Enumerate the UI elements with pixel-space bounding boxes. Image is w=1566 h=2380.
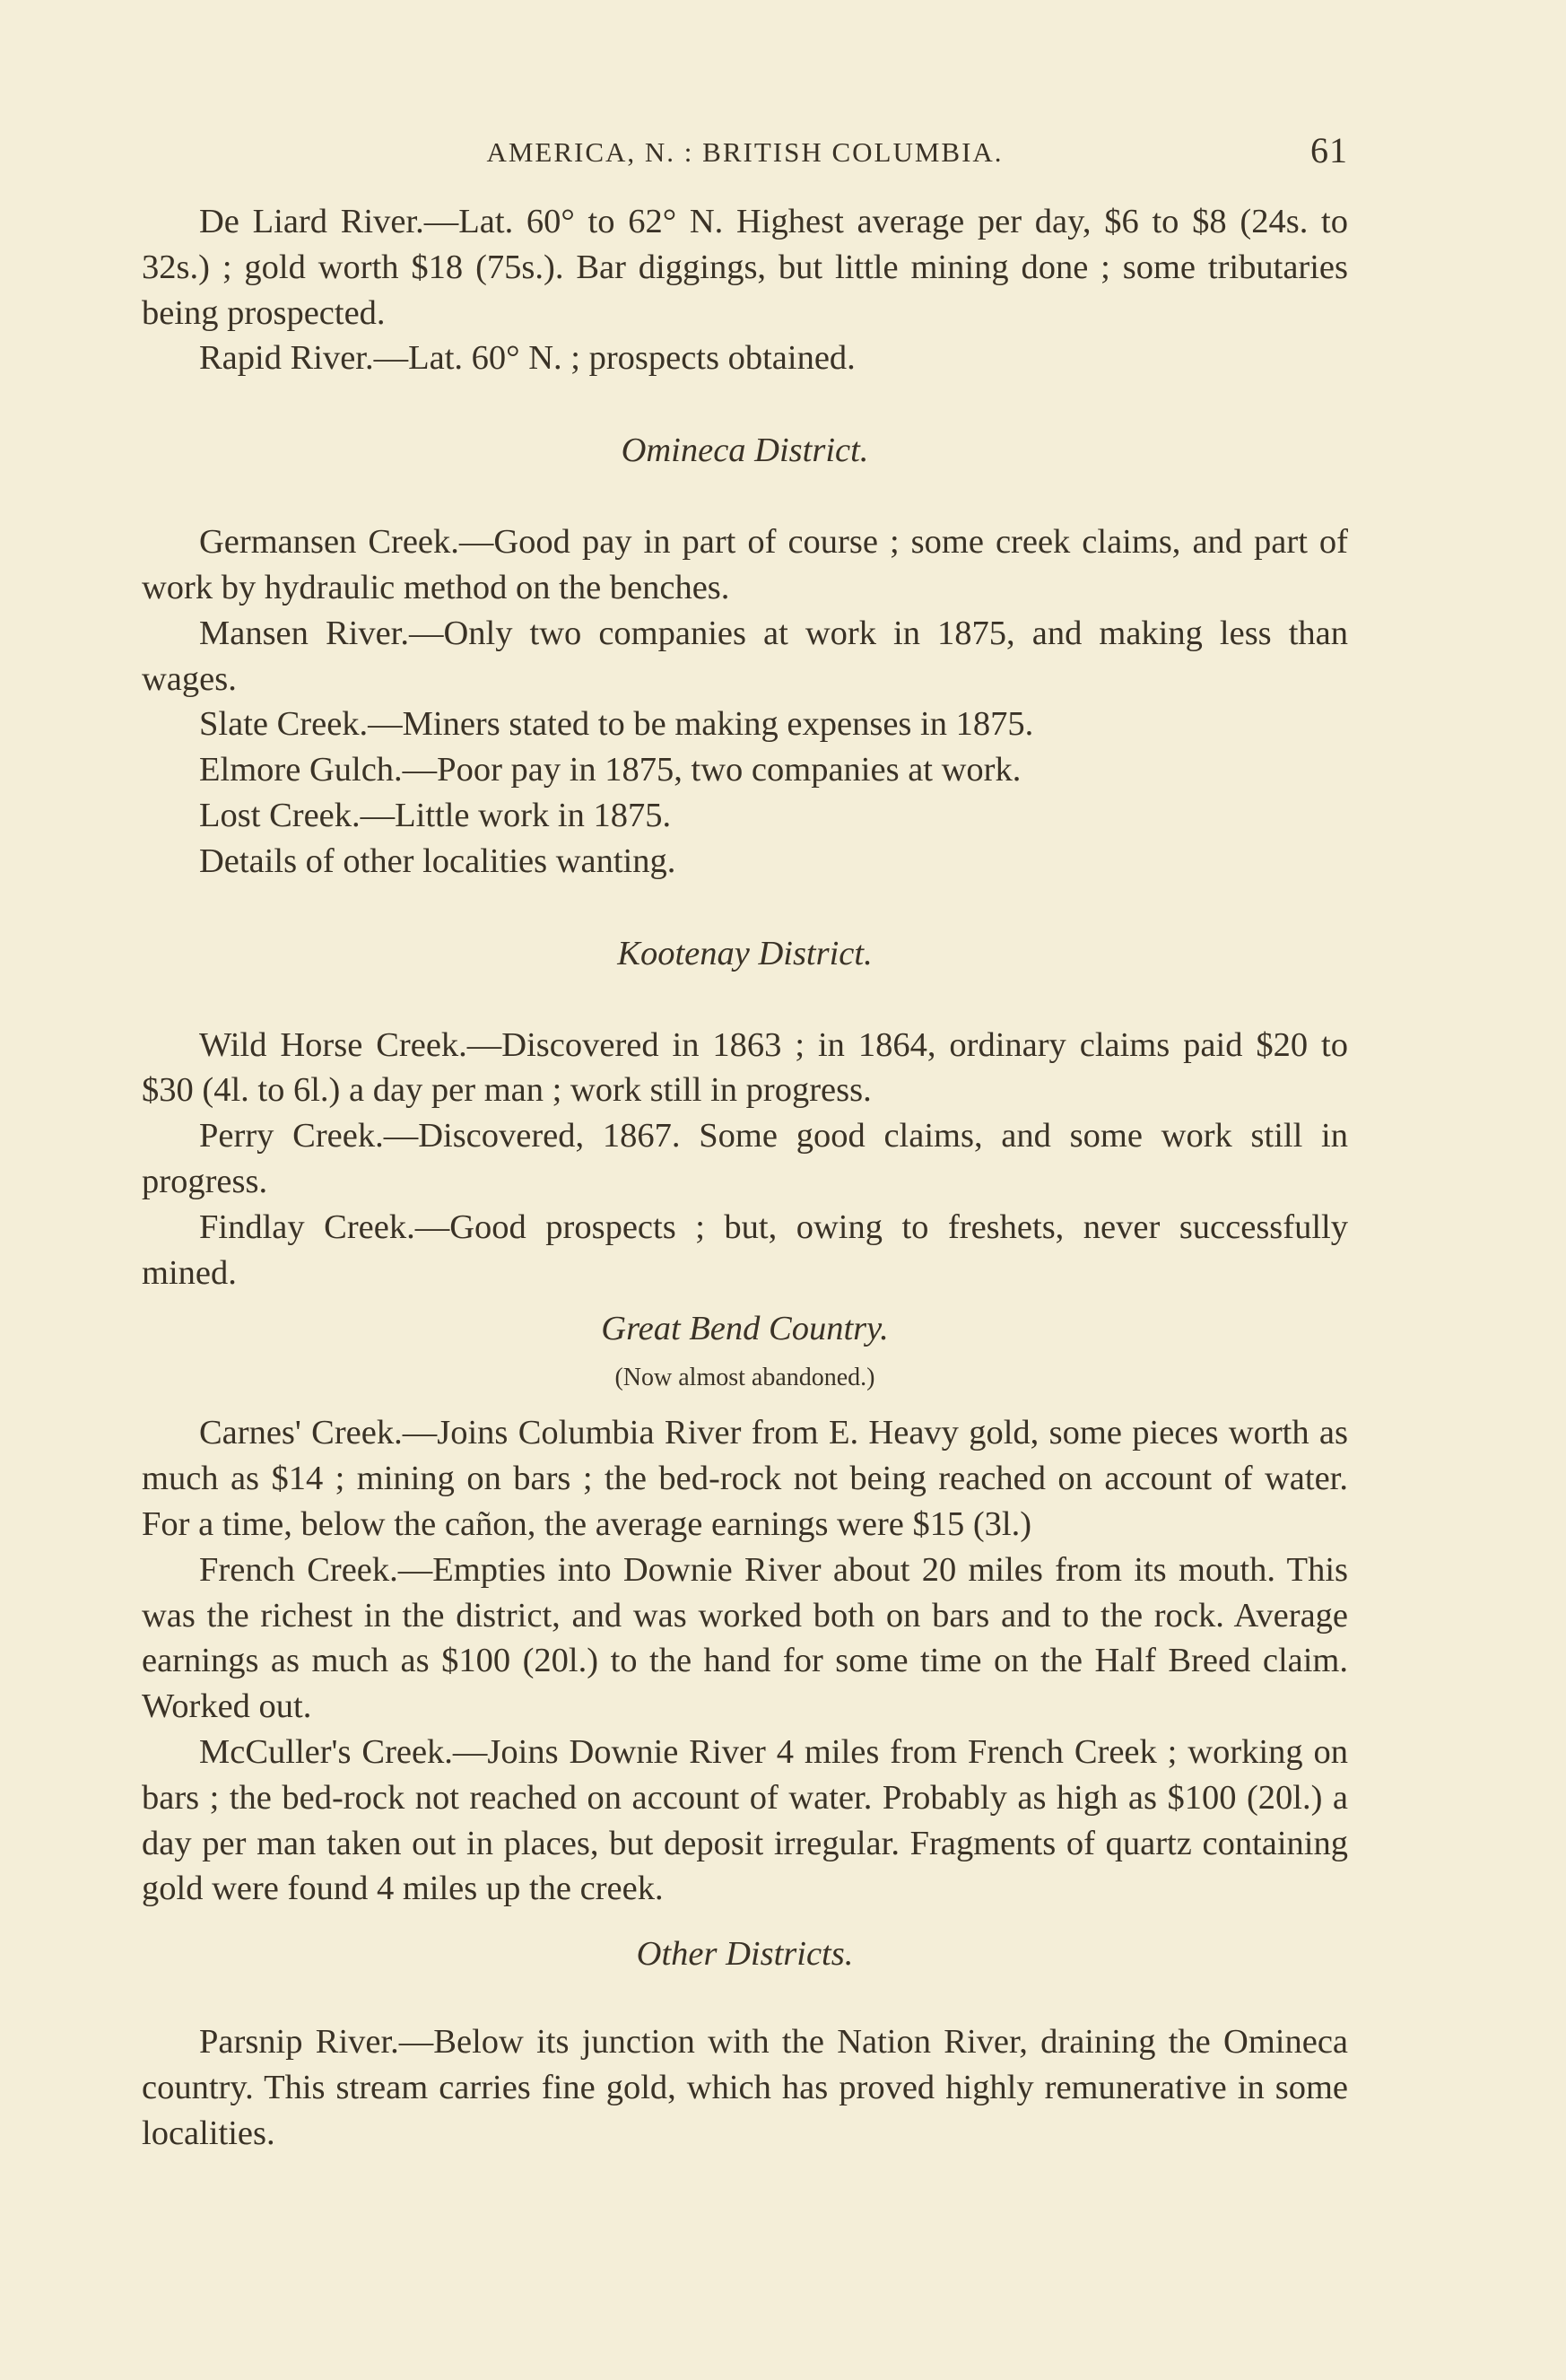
paragraph-elmore-gulch: Elmore Gulch.—Poor pay in 1875, two companies at work. <box>199 751 1022 789</box>
paragraph-rapid-river: Rapid River.—Lat. 60° N. ; prospects obtained. <box>199 339 856 378</box>
paragraph-lost-creek: Lost Creek.—Little work in 1875. <box>199 796 672 834</box>
running-head <box>142 126 1348 179</box>
section-heading-omineca: Omineca District. <box>621 432 869 470</box>
running-title: AMERICA, N. : BRITISH COLUMBIA. <box>486 136 1004 168</box>
paragraph-french-creek: French Creek.—Empties into Downie River about 20 miles from its mouth. This was the richest in the district, and was worked both on bars and to the rock. Average earnings as much as $100 (20l.) to the hand for some time on the Half Breed claim. Worked out. <box>142 1550 1348 1726</box>
paragraph-de-liard-river: De Liard River.—Lat. 60° to 62° N. Highest average per day, $6 to $8 (24s. to 32s.) ; gold worth $18 (75s.). Bar diggings, but little mining done ; some tributaries being prospected. <box>142 203 1348 332</box>
section-heading-other: Other Districts. <box>636 1935 854 1974</box>
paragraph-findlay-creek: Findlay Creek.—Good prospects ; but, owing to freshets, never successfully mined. <box>142 1207 1348 1292</box>
book-page <box>142 126 1348 2157</box>
paragraph-slate-creek: Slate Creek.—Miners stated to be making expenses in 1875. <box>199 705 1034 744</box>
paragraph-perry-creek: Perry Creek.—Discovered, 1867. Some good claims, and some work still in progress. <box>142 1117 1348 1200</box>
section-heading-great-bend: Great Bend Country. <box>601 1310 889 1348</box>
paragraph-carnes-creek: Carnes' Creek.—Joins Columbia River from E. Heavy gold, some pieces worth as much as $14 ; mining on bars ; the bed-rock not being reached on account of water. For a time, below the cañon, the average earnings were $15 (3l.) <box>142 1414 1348 1543</box>
page-number: 61 <box>1310 130 1348 170</box>
paragraph-mcculler-creek: McCuller's Creek.—Joins Downie River 4 miles from French Creek ; working on bars ; the bed-rock not reached on account of water. Probably as high as $100 (20l.) a day per man taken out in places, but deposit irregular. Fragments of quartz containing gold were found 4 miles up the creek. <box>142 1732 1348 1908</box>
section-heading-kootenay: Kootenay District. <box>617 934 873 972</box>
page-body <box>142 199 1348 2157</box>
paragraph-germansen-creek: Germansen Creek.—Good pay in part of course ; some creek claims, and part of work by hydraulic method on the benches. <box>142 523 1348 606</box>
section-note-abandoned: (Now almost abandoned.) <box>614 1364 875 1392</box>
paragraph-parsnip-river: Parsnip River.—Below its junction with the Nation River, draining the Omineca country. This stream carries fine gold, which has proved highly remunerative in some localities. <box>142 2023 1348 2152</box>
paragraph-details-wanting: Details of other localities wanting. <box>199 841 676 880</box>
paragraph-wild-horse-creek: Wild Horse Creek.—Discovered in 1863 ; in 1864, ordinary claims paid $20 to $30 (4l. to 6l.) a day per man ; work still in progress. <box>142 1025 1348 1110</box>
paragraph-mansen-river: Mansen River.—Only two companies at work in 1875, and making less than wages. <box>142 614 1348 698</box>
